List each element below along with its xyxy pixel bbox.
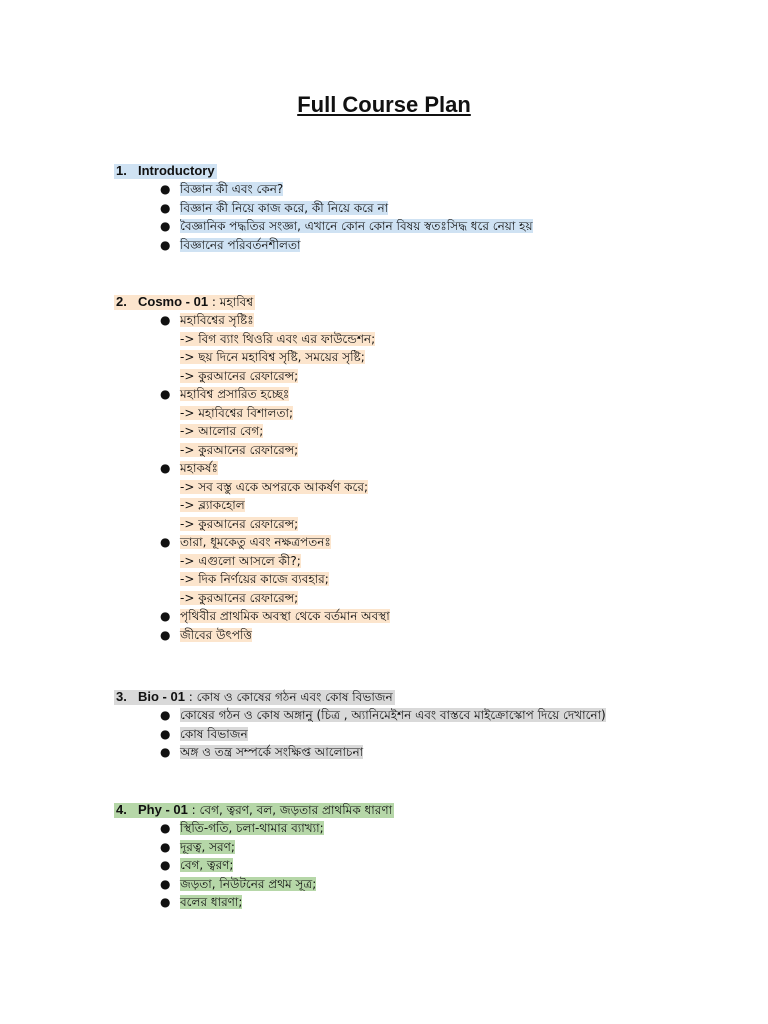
list-item: ● মহাবিশ্বের সৃষ্টিঃ [114, 311, 674, 330]
bullet-icon: ● [160, 219, 171, 233]
bullet-icon: ● [160, 627, 171, 642]
list-subitem: -> কুরআনের রেফারেন্স; [180, 516, 299, 531]
section-introductory [114, 162, 674, 254]
section-number: 1. [116, 163, 127, 178]
list-subitem: -> দিক নির্ণয়ের কাজে ব্যবহার; [180, 572, 329, 586]
list-subitem: -> সব বস্তু একে অপরকে আকর্ষণ করে; [180, 479, 369, 494]
section-number: 2. [116, 294, 127, 309]
bullet-icon: ● [160, 858, 171, 872]
section-number: 4. [116, 802, 127, 817]
list-subitem: -> কুরআনের রেফারেন্স; [180, 368, 299, 383]
list-subitem: -> এগুলো আসলে কী?; [180, 553, 301, 568]
bullet-icon: ● [160, 895, 171, 909]
section-bio [114, 688, 674, 762]
list-item: ● মহাবিশ্ব প্রসারিত হচ্ছেঃ [114, 385, 674, 404]
list-subitem: -> আলোর বেগ; [180, 424, 264, 438]
list-subitem: -> কুরআনের রেফারেন্স; [180, 442, 299, 457]
list-item: ● বলের ধারণা; [114, 893, 674, 912]
list-subitem: -> বিগ ব্যাং থিওরি এবং এর ফাউন্ডেশন; [180, 331, 376, 346]
section-heading [114, 688, 674, 706]
bullet-icon: ● [160, 745, 171, 759]
list-item: ● বিজ্ঞান কী এবং কেন? [114, 180, 674, 199]
section-subtitle: : মহাবিশ্ব [208, 295, 254, 309]
list-subitem: -> ব্ল্যাকহোল [180, 498, 245, 512]
section-heading [114, 293, 674, 311]
bullet-icon: ● [160, 313, 171, 327]
bullet-icon: ● [160, 461, 171, 475]
bullet-icon: ● [160, 876, 171, 891]
list-item: ● কোষের গঠন ও কোষ অঙ্গানু (চিত্র , অ্যানিমেইশন এবং বাস্তবে মাইক্রোস্কোপ দিয়ে দেখানো) [114, 706, 674, 725]
list-subitem: -> মহাবিশ্বের বিশালতা; [180, 405, 294, 420]
list-item: ● বিজ্ঞান কী নিয়ে কাজ করে, কী নিয়ে করে না [114, 199, 674, 218]
bullet-icon: ● [160, 609, 171, 623]
list-item: ● জড়তা, নিউটনের প্রথম সূত্র; [114, 875, 674, 894]
list-item: ● তারা, ধূমকেতু এবং নক্ষত্রপতনঃ [114, 533, 674, 552]
bullet-icon: ● [160, 237, 171, 252]
bullet-icon: ● [160, 182, 171, 196]
section-title: Phy - 01 [138, 802, 188, 817]
list-item: ● দূরত্ব, সরণ; [114, 838, 674, 857]
section-number: 3. [116, 689, 127, 704]
section-cosmo [114, 293, 674, 644]
list-item: ● স্থিতি-গতি, চলা-থামার ব্যাখ্যা; [114, 819, 674, 838]
section-phy [114, 801, 674, 912]
list-item: ● অঙ্গ ও তন্ত্র সম্পর্কে সংক্ষিপ্ত আলোচনা [114, 743, 674, 762]
page-title: Full Course Plan [297, 92, 471, 117]
list-item: ● মহাকর্ষঃ [114, 459, 674, 478]
bullet-icon: ● [160, 839, 171, 854]
list-subitem: -> কুরআনের রেফারেন্স; [180, 590, 299, 605]
list-subitem: -> ছয় দিনে মহাবিশ্ব সৃষ্টি, সময়ের সৃষ্টি; [180, 350, 365, 364]
bullet-icon: ● [160, 387, 171, 401]
section-title: Bio - 01 [138, 689, 185, 704]
section-heading [114, 162, 674, 180]
list-item: ● জীবের উৎপত্তি [114, 626, 674, 645]
bullet-icon: ● [160, 708, 171, 722]
bullet-icon: ● [160, 821, 171, 835]
section-title: Cosmo - 01 [138, 294, 209, 309]
bullet-icon: ● [160, 200, 171, 215]
section-heading [114, 801, 674, 819]
list-item: ● বৈজ্ঞানিক পদ্ধতির সংজ্ঞা, এখানে কোন কোন বিষয় স্বতঃসিদ্ধ ধরে নেয়া হয় [114, 217, 674, 236]
list-item: ● বিজ্ঞানের পরিবর্তনশীলতা [114, 236, 674, 255]
bullet-icon: ● [160, 535, 171, 549]
section-title: Introductory [138, 163, 215, 178]
section-subtitle: : বেগ, ত্বরণ, বল, জড়তার প্রাথমিক ধারণা [187, 803, 393, 817]
section-subtitle: : কোষ ও কোষের গঠন এবং কোষ বিভাজন [184, 690, 393, 704]
list-item: ● বেগ, ত্বরণ; [114, 856, 674, 875]
bullet-icon: ● [160, 726, 171, 741]
list-item: ● পৃথিবীর প্রাথমিক অবস্থা থেকে বর্তমান অবস্থা [114, 607, 674, 626]
list-item: ● কোষ বিভাজন [114, 725, 674, 744]
